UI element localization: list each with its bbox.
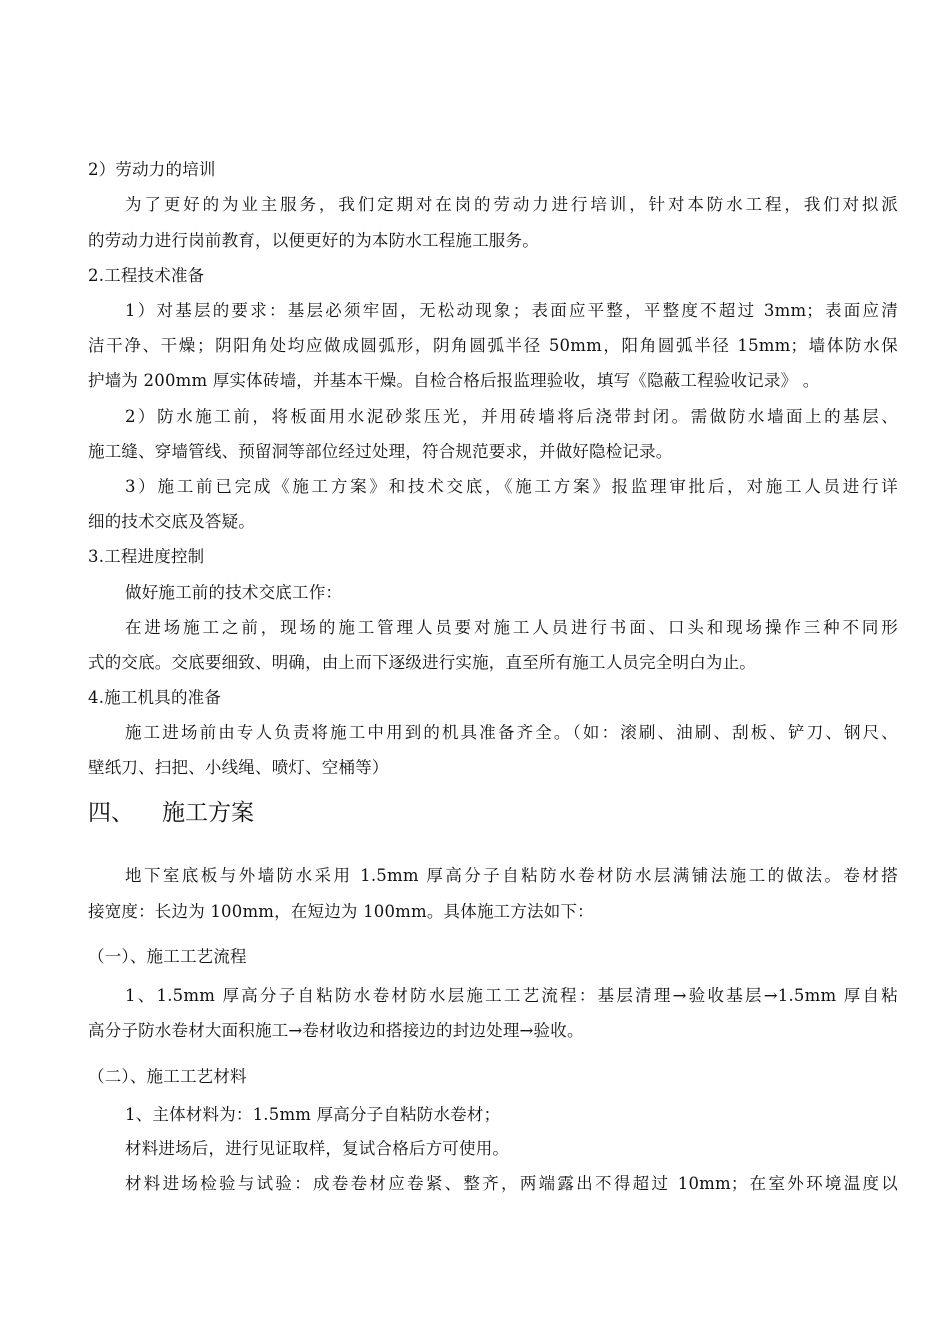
paragraph-line: 施工缝、穿墙管线、预留洞等部位经过处理，符合规范要求，并做好隐检记录。	[88, 442, 673, 461]
paragraph-line: 的劳动力进行岗前教育，以便更好的为本防水工程施工服务。	[88, 231, 539, 250]
paragraph-line: 3）施工前已完成《施工方案》和技术交底，《施工方案》报监理审批后，对施工人员进行详	[125, 477, 898, 496]
paragraph-line: 护墙为 200mm 厚实体砖墙，并基本干燥。自检合格后报监理验收，填写《隐蔽工程验收记录》 。	[88, 371, 820, 390]
section-heading-tech-prep: 2.工程技术准备	[88, 266, 205, 285]
paragraph-line: 做好施工前的技术交底工作：	[125, 583, 343, 602]
chapter-heading	[88, 798, 254, 828]
paragraph-line: 1、主体材料为：1.5mm 厚高分子自粘防水卷材；	[125, 1105, 501, 1124]
paragraph-line: 1）对基层的要求：基层必须牢固，无松动现象；表面应平整，平整度不超过 3mm；表面应清	[125, 301, 898, 320]
paragraph-line: 高分子防水卷材大面积施工→卷材收边和搭接边的封边处理→验收。	[88, 1021, 584, 1040]
chapter-title: 施工方案	[162, 800, 254, 826]
subsection-heading-labor-training: 2）劳动力的培训	[88, 160, 216, 179]
section-heading-progress-control: 3.工程进度控制	[88, 547, 205, 566]
paragraph-line: 2）防水施工前，将板面用水泥砂浆压光，并用砖墙将后浇带封闭。需做防水墙面上的基层、	[125, 407, 898, 426]
paragraph-line: 材料进场后，进行见证取样，复试合格后方可使用。	[125, 1139, 510, 1158]
paragraph-line: 地下室底板与外墙防水采用 1.5mm 厚高分子自粘防水卷材防水层满铺法施工的做法。卷材搭	[125, 866, 898, 885]
subsection-heading-materials: （二）、施工工艺材料	[88, 1067, 247, 1086]
paragraph-line: 洁干净、干燥；阴阳角处均应做成圆弧形，阴角圆弧半径 50mm，阳角圆弧半径 15mm；墙体防水保	[88, 336, 898, 355]
paragraph-line: 接宽度：长边为 100mm，在短边为 100mm。具体施工方法如下：	[88, 902, 594, 921]
paragraph-line: 在进场施工之前，现场的施工管理人员要对施工人员进行书面、口头和现场操作三种不同形	[125, 618, 898, 637]
section-heading-equipment-prep: 4.施工机具的准备	[88, 688, 222, 707]
paragraph-line: 施工进场前由专人负责将施工中用到的机具准备齐全。（如：滚刷、油刷、刮板、铲刀、钢尺、	[125, 723, 898, 742]
subsection-heading-process-flow: （一）、施工工艺流程	[88, 947, 247, 966]
paragraph-line: 壁纸刀、扫把、小线绳、喷灯、空桶等）	[88, 758, 389, 777]
paragraph-line: 细的技术交底及答疑。	[88, 512, 255, 531]
paragraph-line: 1、1.5mm 厚高分子自粘防水卷材防水层施工工艺流程：基层清理→验收基层→1.5mm 厚自粘	[125, 986, 898, 1005]
chapter-number: 四、	[88, 800, 134, 826]
paragraph-line: 为了更好的为业主服务，我们定期对在岗的劳动力进行培训，针对本防水工程，我们对拟派	[125, 195, 898, 214]
paragraph-line: 式的交底。交底要细致、明确，由上而下逐级进行实施，直至所有施工人员完全明白为止。	[88, 653, 756, 672]
paragraph-line: 材料进场检验与试验：成卷卷材应卷紧、整齐，两端露出不得超过 10mm；在室外环境温度以	[125, 1174, 898, 1193]
